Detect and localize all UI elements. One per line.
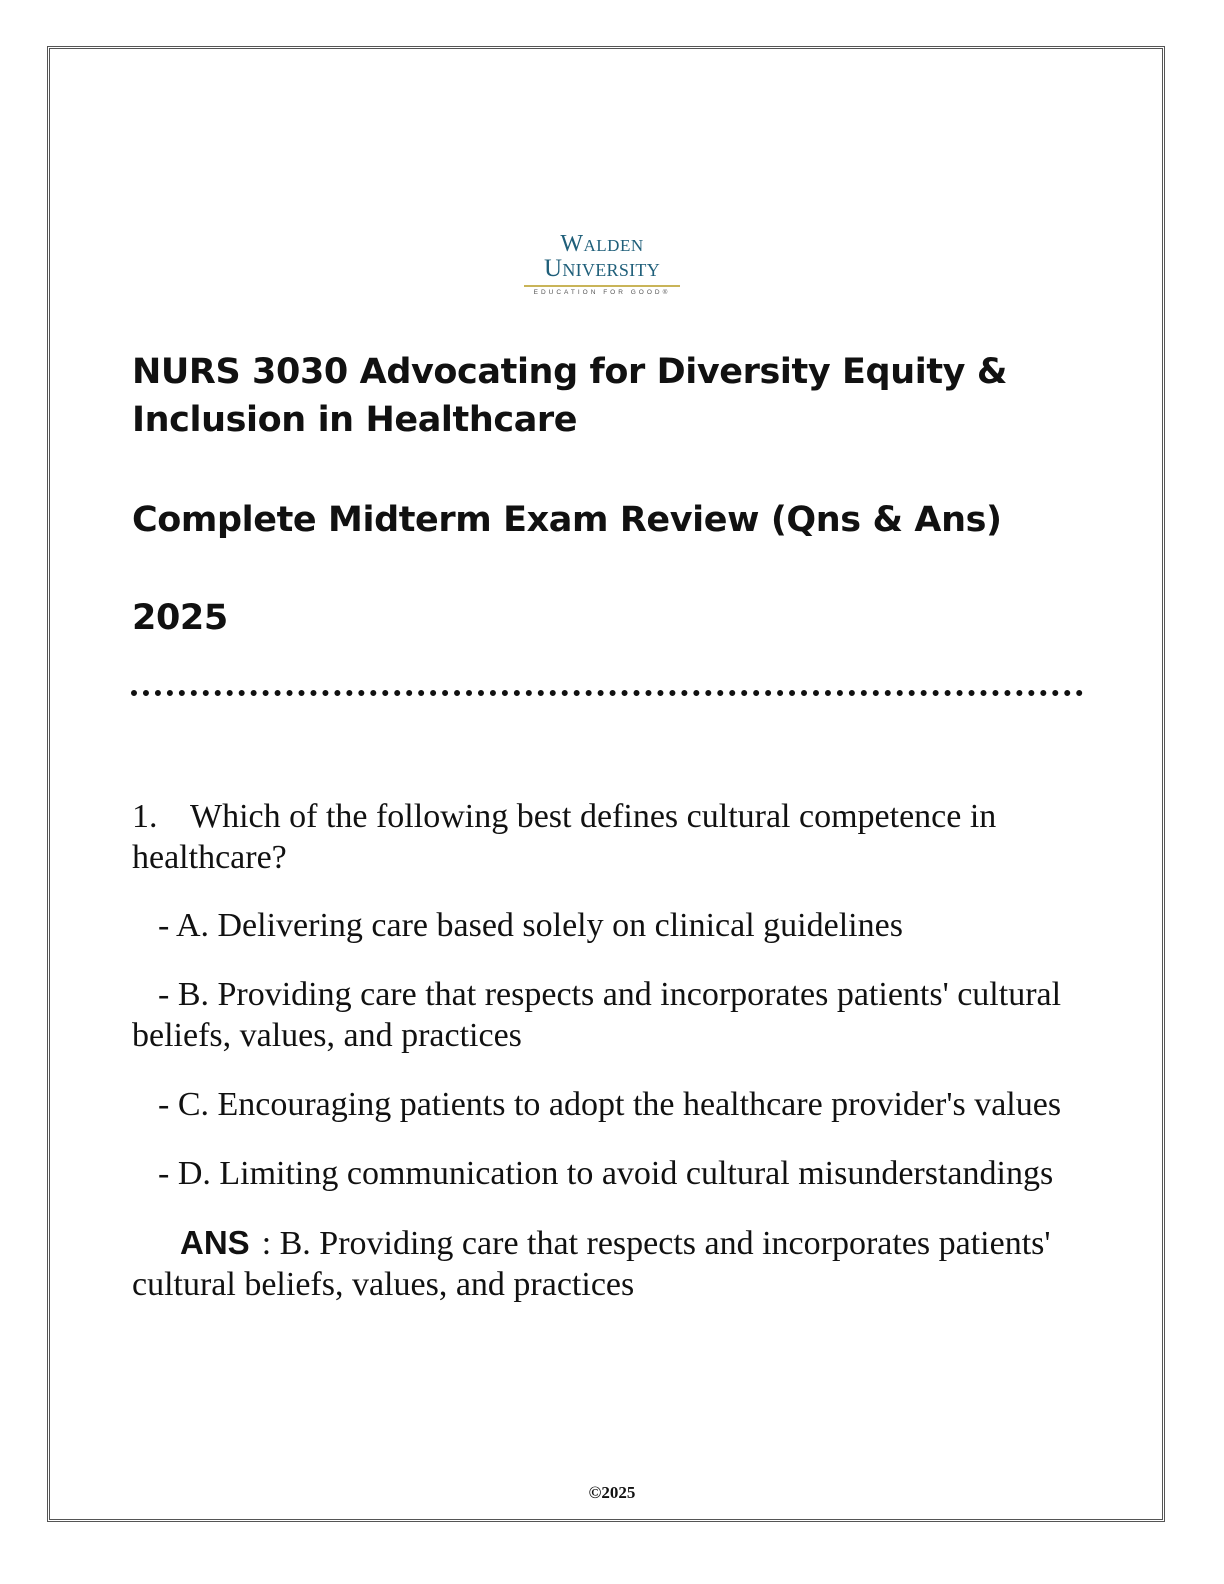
option-c xyxy=(132,1084,1062,1125)
logo-tagline: EDUCATION FOR GOOD® xyxy=(533,289,671,296)
option-b-text: - B. Providing care that respects and incorporates patients' cultural beliefs, values, and practices xyxy=(132,976,1062,1054)
title-block xyxy=(132,348,1092,638)
answer-text: : B. Providing care that respects and incorporates patients' cultural beliefs, values, and practices xyxy=(132,1225,1051,1303)
option-a xyxy=(132,905,1062,946)
question-number: 1. xyxy=(132,798,158,835)
question-1 xyxy=(132,796,1062,878)
logo-rule xyxy=(524,285,680,287)
option-d-text: - D. Limiting communication to avoid cultural misunderstandings xyxy=(158,1155,1054,1192)
copyright-footer: ©2025 xyxy=(588,1483,636,1502)
option-b xyxy=(132,974,1062,1056)
question-text: Which of the following best defines cultural competence in healthcare? xyxy=(132,798,997,876)
logo-line-walden: Walden xyxy=(560,231,644,257)
option-a-text: - A. Delivering care based solely on clinical guidelines xyxy=(158,907,903,944)
walden-university-logo xyxy=(520,232,684,302)
document-year: 2025 xyxy=(132,598,228,638)
dotted-divider xyxy=(131,690,1083,696)
option-d xyxy=(132,1153,1062,1194)
answer xyxy=(132,1222,1062,1305)
question-block xyxy=(132,796,1062,1305)
document-title: NURS 3030 Advocating for Diversity Equity & Inclusion in Healthcare xyxy=(132,352,1007,440)
answer-label: ANS xyxy=(180,1224,250,1261)
logo-line-university: University xyxy=(543,255,661,282)
document-subtitle: Complete Midterm Exam Review (Qns & Ans) xyxy=(132,500,1002,540)
option-c-text: - C. Encouraging patients to adopt the healthcare provider's values xyxy=(158,1086,1062,1123)
